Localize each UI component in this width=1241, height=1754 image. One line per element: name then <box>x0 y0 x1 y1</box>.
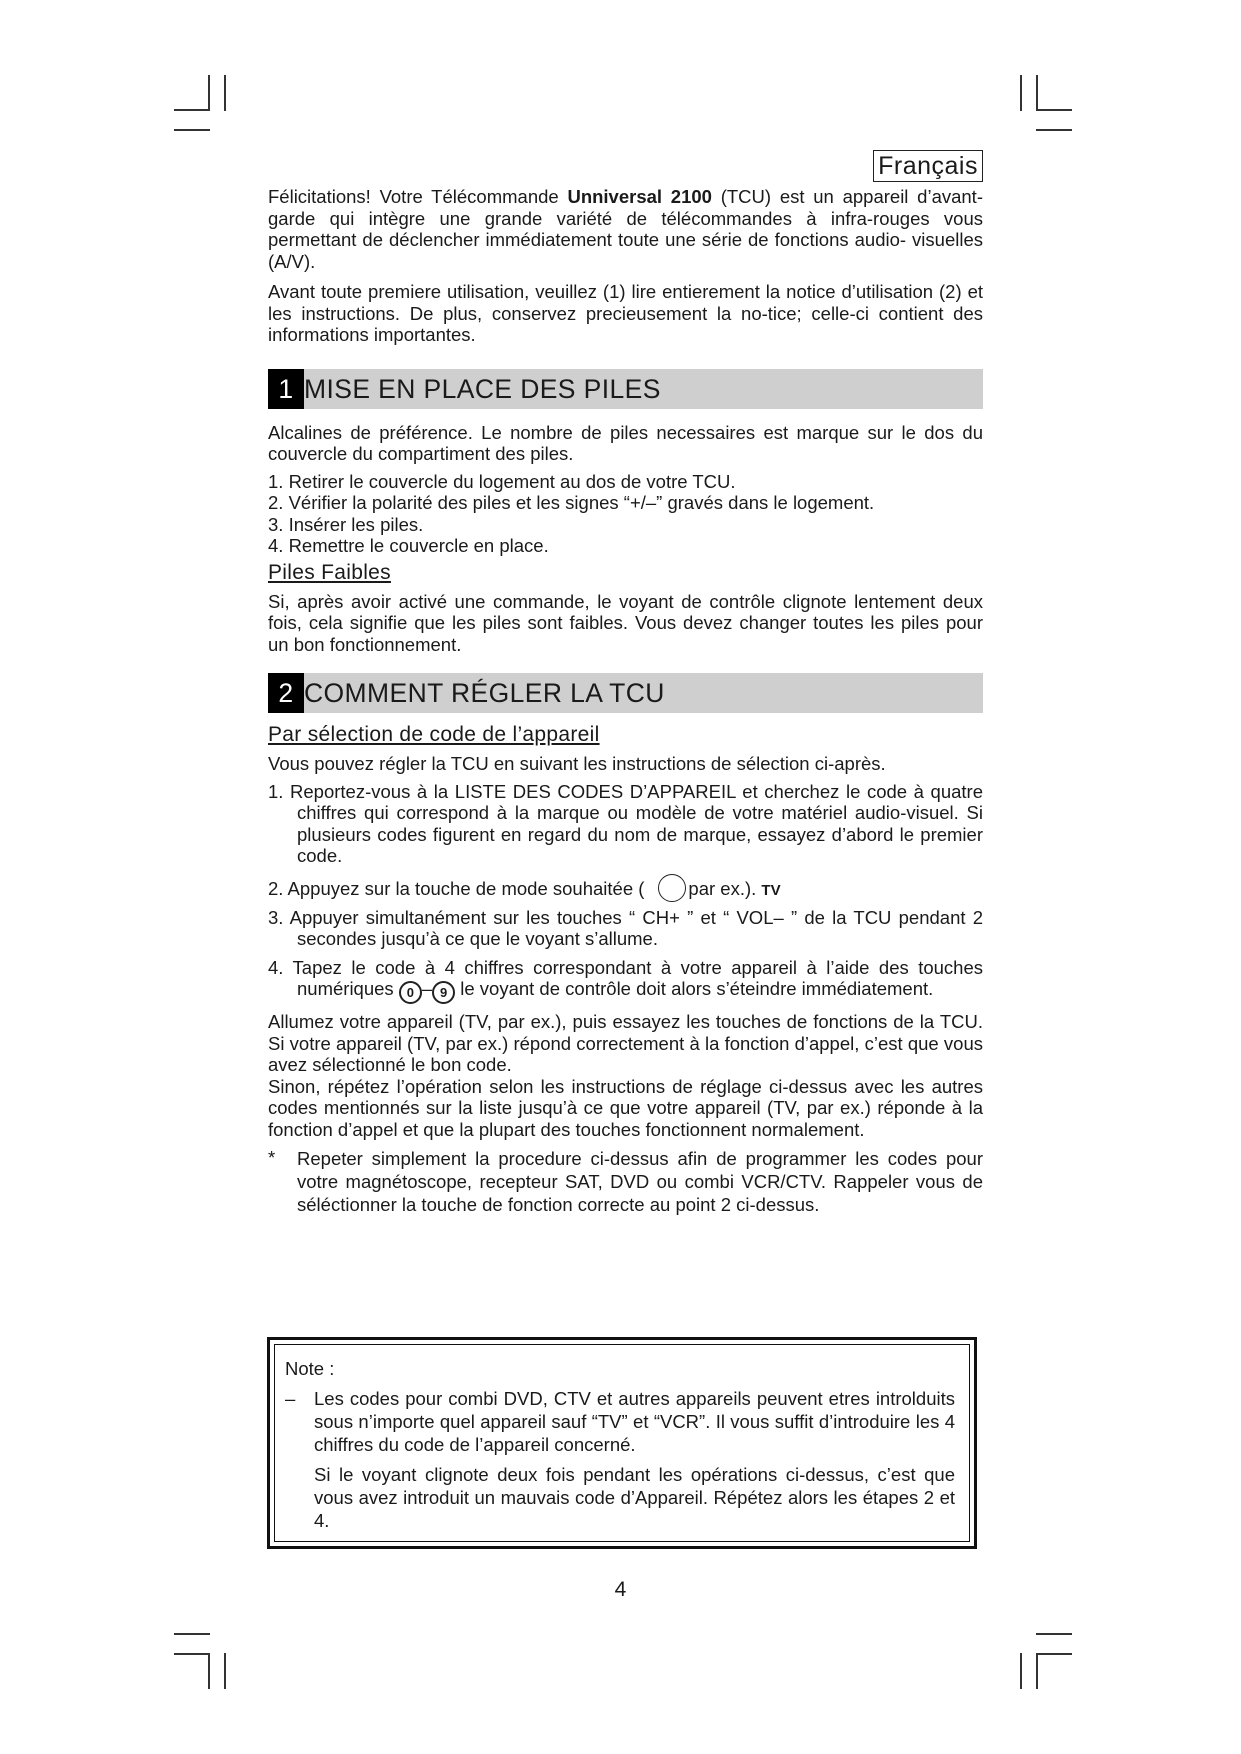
content-column <box>268 150 983 1216</box>
list-item: 1. Retirer le couvercle du logement au dos de votre TCU. <box>268 470 736 492</box>
language-header <box>268 150 983 186</box>
crop-mark <box>174 109 210 111</box>
crop-mark <box>1020 75 1022 111</box>
intro-paragraph: Félicitations! Votre Télécommande Unniversal 2100 (TCU) est un appareil d’avant- garde qui intègre une grande variété de télécommandes à infra-rouges vous permettant de déclencher immédiatement toute une série de fonctions audio- visuelles (A/V). <box>268 186 983 272</box>
crop-mark <box>1036 1653 1038 1689</box>
section-title: COMMENT RÉGLER LA TCU <box>304 678 665 708</box>
section-number: 2 <box>268 673 304 713</box>
crop-mark <box>174 1653 210 1655</box>
crop-mark <box>1036 1633 1072 1635</box>
crop-mark <box>1036 1653 1072 1655</box>
crop-mark <box>1036 109 1072 111</box>
digit-key-icon: 9 <box>432 981 455 1004</box>
list-item: 4. Tapez le code à 4 chiffres correspondant à votre appareil à l’aide des touches numériques 0 – 9 le voyant de contrôle doit alors s’éteindre immédiatement. <box>268 957 983 1005</box>
crop-mark <box>174 1633 210 1635</box>
section2-intro: Vous pouvez régler la TCU en suivant les instructions de sélection ci-après. <box>268 753 886 774</box>
retry-paragraph: Sinon, répétez l’opération selon les instructions de réglage ci-dessus avec les autres codes mentionnés sur la liste jusqu’à ce que votre appareil (TV, par ex.) réponde à la fonction d’appel et que la plupart des touches fonctionnent normalement. <box>268 1075 983 1140</box>
section-number: 1 <box>268 369 304 409</box>
crop-mark <box>174 129 210 131</box>
crop-mark <box>208 75 210 111</box>
note-label: Note : <box>285 1358 335 1379</box>
crop-mark <box>224 75 226 111</box>
crop-mark <box>208 1653 210 1689</box>
section1-intro: Alcalines de préférence. Le nombre de piles necessaires est marque sur le dos du couvercle du compartiment des piles. <box>268 421 983 464</box>
note-text: Si le voyant clignote deux fois pendant les opérations ci-dessus, c’est que vous avez introduit un mauvais code d’Appareil. Répétez alors les étapes 2 et 4. <box>314 1464 955 1531</box>
section-heading-1 <box>268 369 983 409</box>
list-item: 2. Appuyez sur la touche de mode souhaitée ( par ex.). TV <box>268 874 983 902</box>
language-label: Français <box>873 150 983 182</box>
low-battery-text: Si, après avoir activé une commande, le voyant de contrôle clignote lentement deux fois, cela signifie que les piles sont faibles. Vous devez changer toutes les piles pour un bon fonctionnement. <box>268 590 983 655</box>
asterisk-note <box>268 1147 983 1216</box>
note-dash: – <box>285 1388 296 1409</box>
list-item: 3. Appuyer simultanément sur les touches “ CH+ ” et “ VOL– ” de la TCU pendant 2 secondes jusqu’à ce que le voyant s’allume. <box>268 906 983 949</box>
digit-key-icon: 0 <box>399 981 422 1004</box>
list-item: 4. Remettre le couvercle en place. <box>268 535 549 556</box>
subheading-low-battery: Piles Faibles <box>268 560 391 584</box>
section-heading-2 <box>268 673 983 713</box>
note-box <box>267 1337 977 1549</box>
result-paragraph: Allumez votre appareil (TV, par ex.), puis essayez les touches de fonctions de la TCU. Si votre appareil (TV, par ex.) répond correctement à la fonction d’appel, c’est que vous avez sélectionné le bon code. <box>268 1011 983 1075</box>
asterisk-mark: * <box>268 1147 276 1168</box>
intro-paragraph-2: Avant toute premiere utilisation, veuillez (1) lire entierement la notice d’utilisation (2) et les instructions. De plus, conservez precieusement la no-tice; celle-ci contient des informations importantes. <box>268 281 983 345</box>
tv-badge: TV <box>761 881 781 899</box>
note-item <box>285 1387 955 1456</box>
list-item: 2. Vérifier la polarité des piles et les signes “+/–” gravés dans le logement. <box>268 492 875 513</box>
section-title: MISE EN PLACE DES PILES <box>304 373 661 404</box>
list-item: 1. Reportez-vous à la LISTE DES CODES D’APPAREIL et cherchez le code à quatre chiffres qui correspond à la marque ou modèle de votre matériel audio-visuel. Si plusieurs codes figurent en regard du nom de marque, essayez d’abord le premier code. <box>268 780 983 866</box>
subheading-code-selection: Par sélection de code de l’appareil <box>268 723 600 746</box>
brand-name: Unniversal 2100 <box>567 186 712 207</box>
crop-mark <box>1036 129 1072 131</box>
note-item <box>285 1463 955 1532</box>
note-text: Les codes pour combi DVD, CTV et autres appareils peuvent etres introlduits sous n’importe quel appareil sauf “TV” et “VCR”. Il vous suffit d’introduire les 4 chiffres du code de l’appareil concerné. <box>314 1388 955 1455</box>
asterisk-text: Repeter simplement la procedure ci-dessus afin de programmer les codes pour votre magnétoscope, recepteur SAT, DVD ou combi VCR/CTV. Rappeler vous de séléctionner la touche de fonction correcte au point 2 ci-dessus. <box>297 1148 983 1215</box>
crop-mark <box>224 1653 226 1689</box>
crop-mark <box>1036 75 1038 111</box>
note-inner <box>274 1344 970 1542</box>
list-item: 3. Insérer les piles. <box>268 513 424 535</box>
page-number: 4 <box>614 1578 627 1601</box>
crop-mark <box>1020 1653 1022 1689</box>
mode-key-icon <box>658 874 686 902</box>
